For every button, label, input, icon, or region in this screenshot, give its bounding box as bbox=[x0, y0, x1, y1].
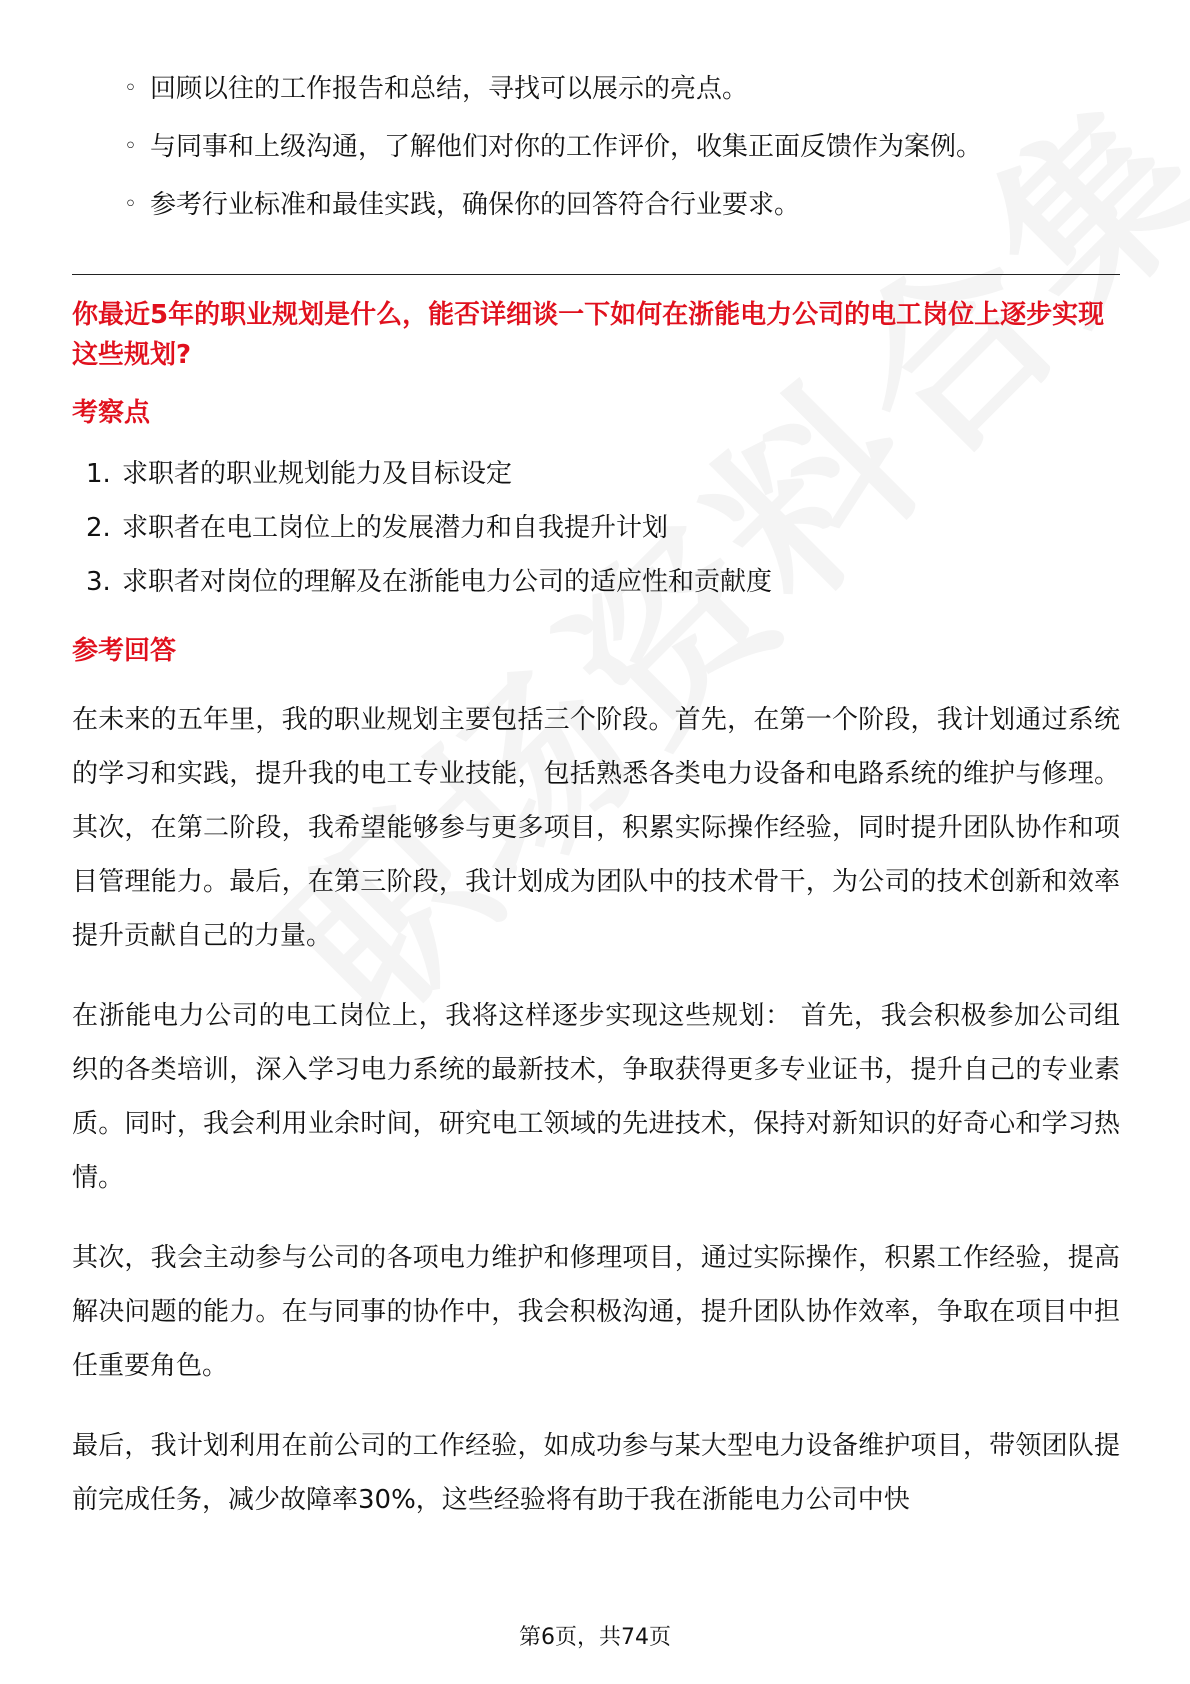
tip-bullet-list bbox=[72, 60, 1120, 234]
item-text: 求职者在电工岗位上的发展潜力和自我提升计划 bbox=[122, 513, 669, 543]
list-item bbox=[124, 176, 1120, 234]
bullet-text: 参考行业标准和最佳实践，确保你的回答符合行业要求。 bbox=[150, 190, 801, 220]
bullet-text: 与同事和上级沟通，了解他们对你的工作评价，收集正面反馈作为案例。 bbox=[150, 132, 983, 162]
assessment-heading: 考察点 bbox=[72, 398, 151, 428]
item-number: 2. bbox=[86, 513, 111, 543]
page-number: 第6页，共74页 bbox=[519, 1625, 671, 1650]
answer-paragraph: 最后，我计划利用在前公司的工作经验，如成功参与某大型电力设备维护项目，带领团队提前完成任务，减少故障率30%，这些经验将有助于我在浙能电力公司中快 bbox=[72, 1431, 1120, 1515]
list-item bbox=[86, 501, 1120, 555]
answer-paragraph: 在浙能电力公司的电工岗位上，我将这样逐步实现这些规划： 首先，我会积极参加公司组织的各类培训，深入学习电力系统的最新技术，争取获得更多专业证书，提升自己的专业素质。同时，我会利用业余时间，研究电工领域的先进技术，保持对新知识的好奇心和学习热情。 bbox=[72, 1001, 1120, 1193]
item-text: 求职者对岗位的理解及在浙能电力公司的适应性和贡献度 bbox=[122, 567, 773, 597]
item-number: 3. bbox=[86, 567, 111, 597]
bullet-marker-icon: ◦ bbox=[124, 192, 137, 217]
bullet-marker-icon: ◦ bbox=[124, 76, 137, 101]
bullet-text: 回顾以往的工作报告和总结，寻找可以展示的亮点。 bbox=[150, 74, 749, 104]
page-content bbox=[72, 60, 1120, 1527]
list-item bbox=[86, 555, 1120, 609]
answer-paragraph: 其次，我会主动参与公司的各项电力维护和修理项目，通过实际操作，积累工作经验，提高解决问题的能力。在与同事的协作中，我会积极沟通，提升团队协作效率，争取在项目中担任重要角色。 bbox=[72, 1243, 1120, 1381]
list-item bbox=[124, 60, 1120, 118]
answer-paragraph: 在未来的五年里，我的职业规划主要包括三个阶段。首先，在第一个阶段，我计划通过系统的学习和实践，提升我的电工专业技能，包括熟悉各类电力设备和电路系统的维护与修理。其次，在第二阶段，我希望能够参与更多项目，积累实际操作经验，同时提升团队协作和项目管理能力。最后，在第三阶段，我计划成为团队中的技术骨干，为公司的技术创新和效率提升贡献自己的力量。 bbox=[72, 705, 1120, 951]
assessment-list bbox=[72, 447, 1120, 609]
list-item bbox=[124, 118, 1120, 176]
bullet-marker-icon: ◦ bbox=[124, 134, 137, 159]
item-text: 求职者的职业规划能力及目标设定 bbox=[122, 459, 513, 489]
answer-heading: 参考回答 bbox=[72, 636, 177, 666]
list-item bbox=[86, 447, 1120, 501]
section-divider bbox=[72, 274, 1120, 275]
item-number: 1. bbox=[86, 459, 111, 489]
interview-question: 你最近5年的职业规划是什么，能否详细谈一下如何在浙能电力公司的电工岗位上逐步实现这些规划? bbox=[72, 300, 1105, 370]
